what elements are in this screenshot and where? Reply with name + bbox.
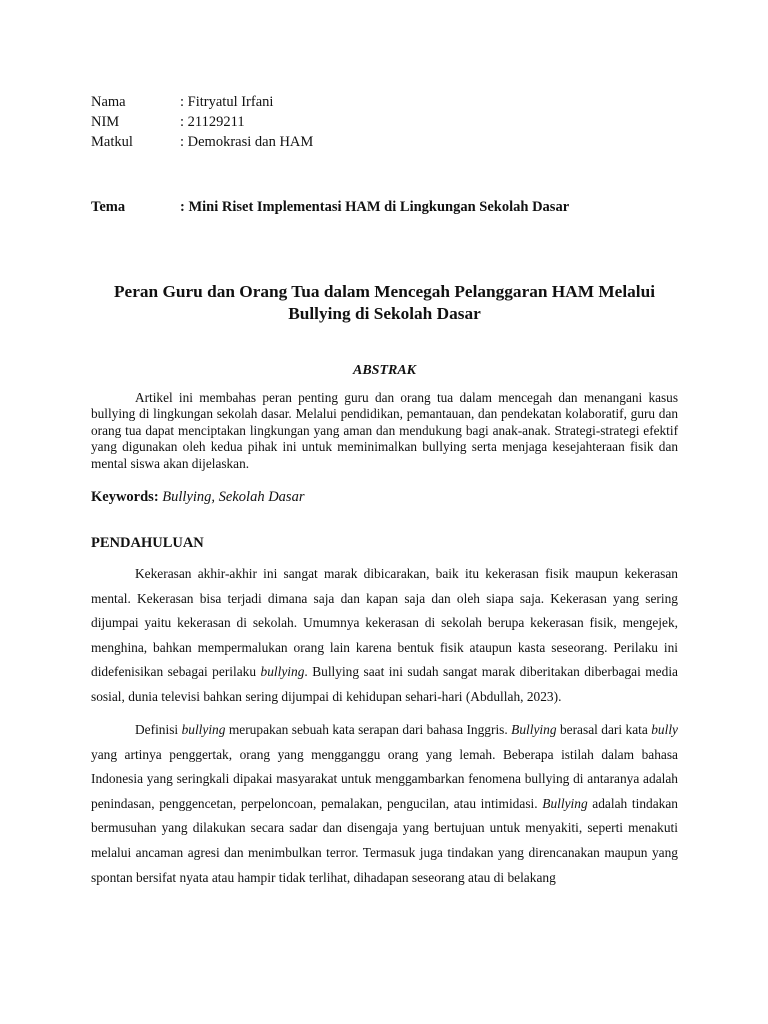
keywords-line	[91, 489, 304, 506]
nim-value: : 21129211	[180, 114, 245, 130]
nim-row	[91, 112, 691, 132]
matkul-value: : Demokrasi dan HAM	[180, 134, 314, 150]
paragraph-2-text-i: adalah tindakan bermusuhan yang dilakukan secara sadar dan disengaja yang bertujuan untuk menyakiti, seperti menakuti melalui ancaman agresi dan menimbulkan terror. Termasuk juga tindakan yang direncanakan maupun yang spontan bersifat nyata atau hampir tidak terlihat, dihadapan seseorang atau di belakang	[91, 795, 679, 885]
paragraph-2-text-a: Definisi	[135, 722, 182, 737]
paragraph-2-text-c: merupakan sebuah kata serapan dari bahasa Inggris.	[225, 722, 512, 737]
abstract-text: Artikel ini membahas peran penting guru dan orang tua dalam mencegah dan menangani kasus bullying di lingkungan sekolah dasar. Melalui pendidikan, pemantauan, dan pendekatan kolaboratif, guru dan orang tua dapat menciptakan lingkungan yang aman dan mendukung bagi anak-anak. Strategi-strategi efektif yang digunakan oleh kedua pihak ini untuk meminimalkan bullying serta menjaga kesejahteraan fisik dan mental siswa akan dijelaskan.	[91, 390, 678, 471]
nama-value: : Fitryatul Irfani	[180, 94, 274, 110]
paragraph-2-italic-bullying-2: Bullying	[511, 722, 557, 737]
tema-row	[91, 197, 691, 217]
abstract-heading: ABSTRAK	[352, 363, 417, 378]
paragraph-2-text-e: berasal dari kata	[556, 722, 652, 737]
paragraph-2	[91, 718, 678, 890]
nim-label: NIM	[91, 114, 120, 130]
matkul-label: Matkul	[91, 134, 133, 150]
keywords-label: Keywords:	[91, 489, 159, 505]
student-info	[91, 92, 691, 152]
nama-label: Nama	[91, 94, 126, 110]
tema-value: : Mini Riset Implementasi HAM di Lingkungan Sekolah Dasar	[180, 199, 570, 215]
tema-label: Tema	[91, 199, 126, 215]
matkul-row	[91, 132, 691, 152]
paragraph-1	[91, 562, 678, 710]
paragraph-2-italic-bully: bully	[651, 722, 678, 737]
keywords-value: Bullying, Sekolah Dasar	[162, 489, 305, 505]
paragraph-2-text-g: yang artinya penggertak, orang yang mengganggu orang yang lemah. Beberapa istilah dalam bahasa Indonesia yang seringkali dipakai masyarakat untuk menggambarkan fenomena bullying di antaranya adalah penindasan, penggencetan, perpeloncoan, pemalakan, pengucilan, atau intimidasi.	[91, 746, 678, 811]
section-heading-pendahuluan: PENDAHULUAN	[91, 535, 204, 551]
paragraph-1-text-c: . Bullying saat ini sudah sangat marak diberitakan diberbagai media sosial, dunia televisi bahkan sering dijumpai di kehidupan sehari-hari (Abdullah, 2023).	[91, 664, 678, 704]
paragraph-2-italic-bullying-3: Bullying	[542, 795, 588, 811]
paragraph-1-italic-bullying: bullying	[260, 664, 305, 680]
paragraph-2-italic-bullying: bullying	[181, 722, 226, 737]
paragraph-1-text-a: Kekerasan akhir-akhir ini sangat marak dibicarakan, baik itu kekerasan fisik maupun kekerasan mental. Kekerasan bisa terjadi dimana saja dan kapan saja dan oleh siapa saja. Kekerasan yang sering dijumpai yaitu kekerasan di sekolah. Umumnya kekerasan di sekolah berupa kekerasan fisik, mengejek, menghina, bahkan mempermalukan orang lain karena bentuk fisik ataupun kasta seseorang. Perilaku ini didefenisikan sebagai perilaku	[91, 566, 678, 680]
article-title: Peran Guru dan Orang Tua dalam Mencegah Pelanggaran HAM Melalui Bullying di Sekolah Dasar	[113, 282, 656, 323]
nama-row	[91, 92, 691, 112]
